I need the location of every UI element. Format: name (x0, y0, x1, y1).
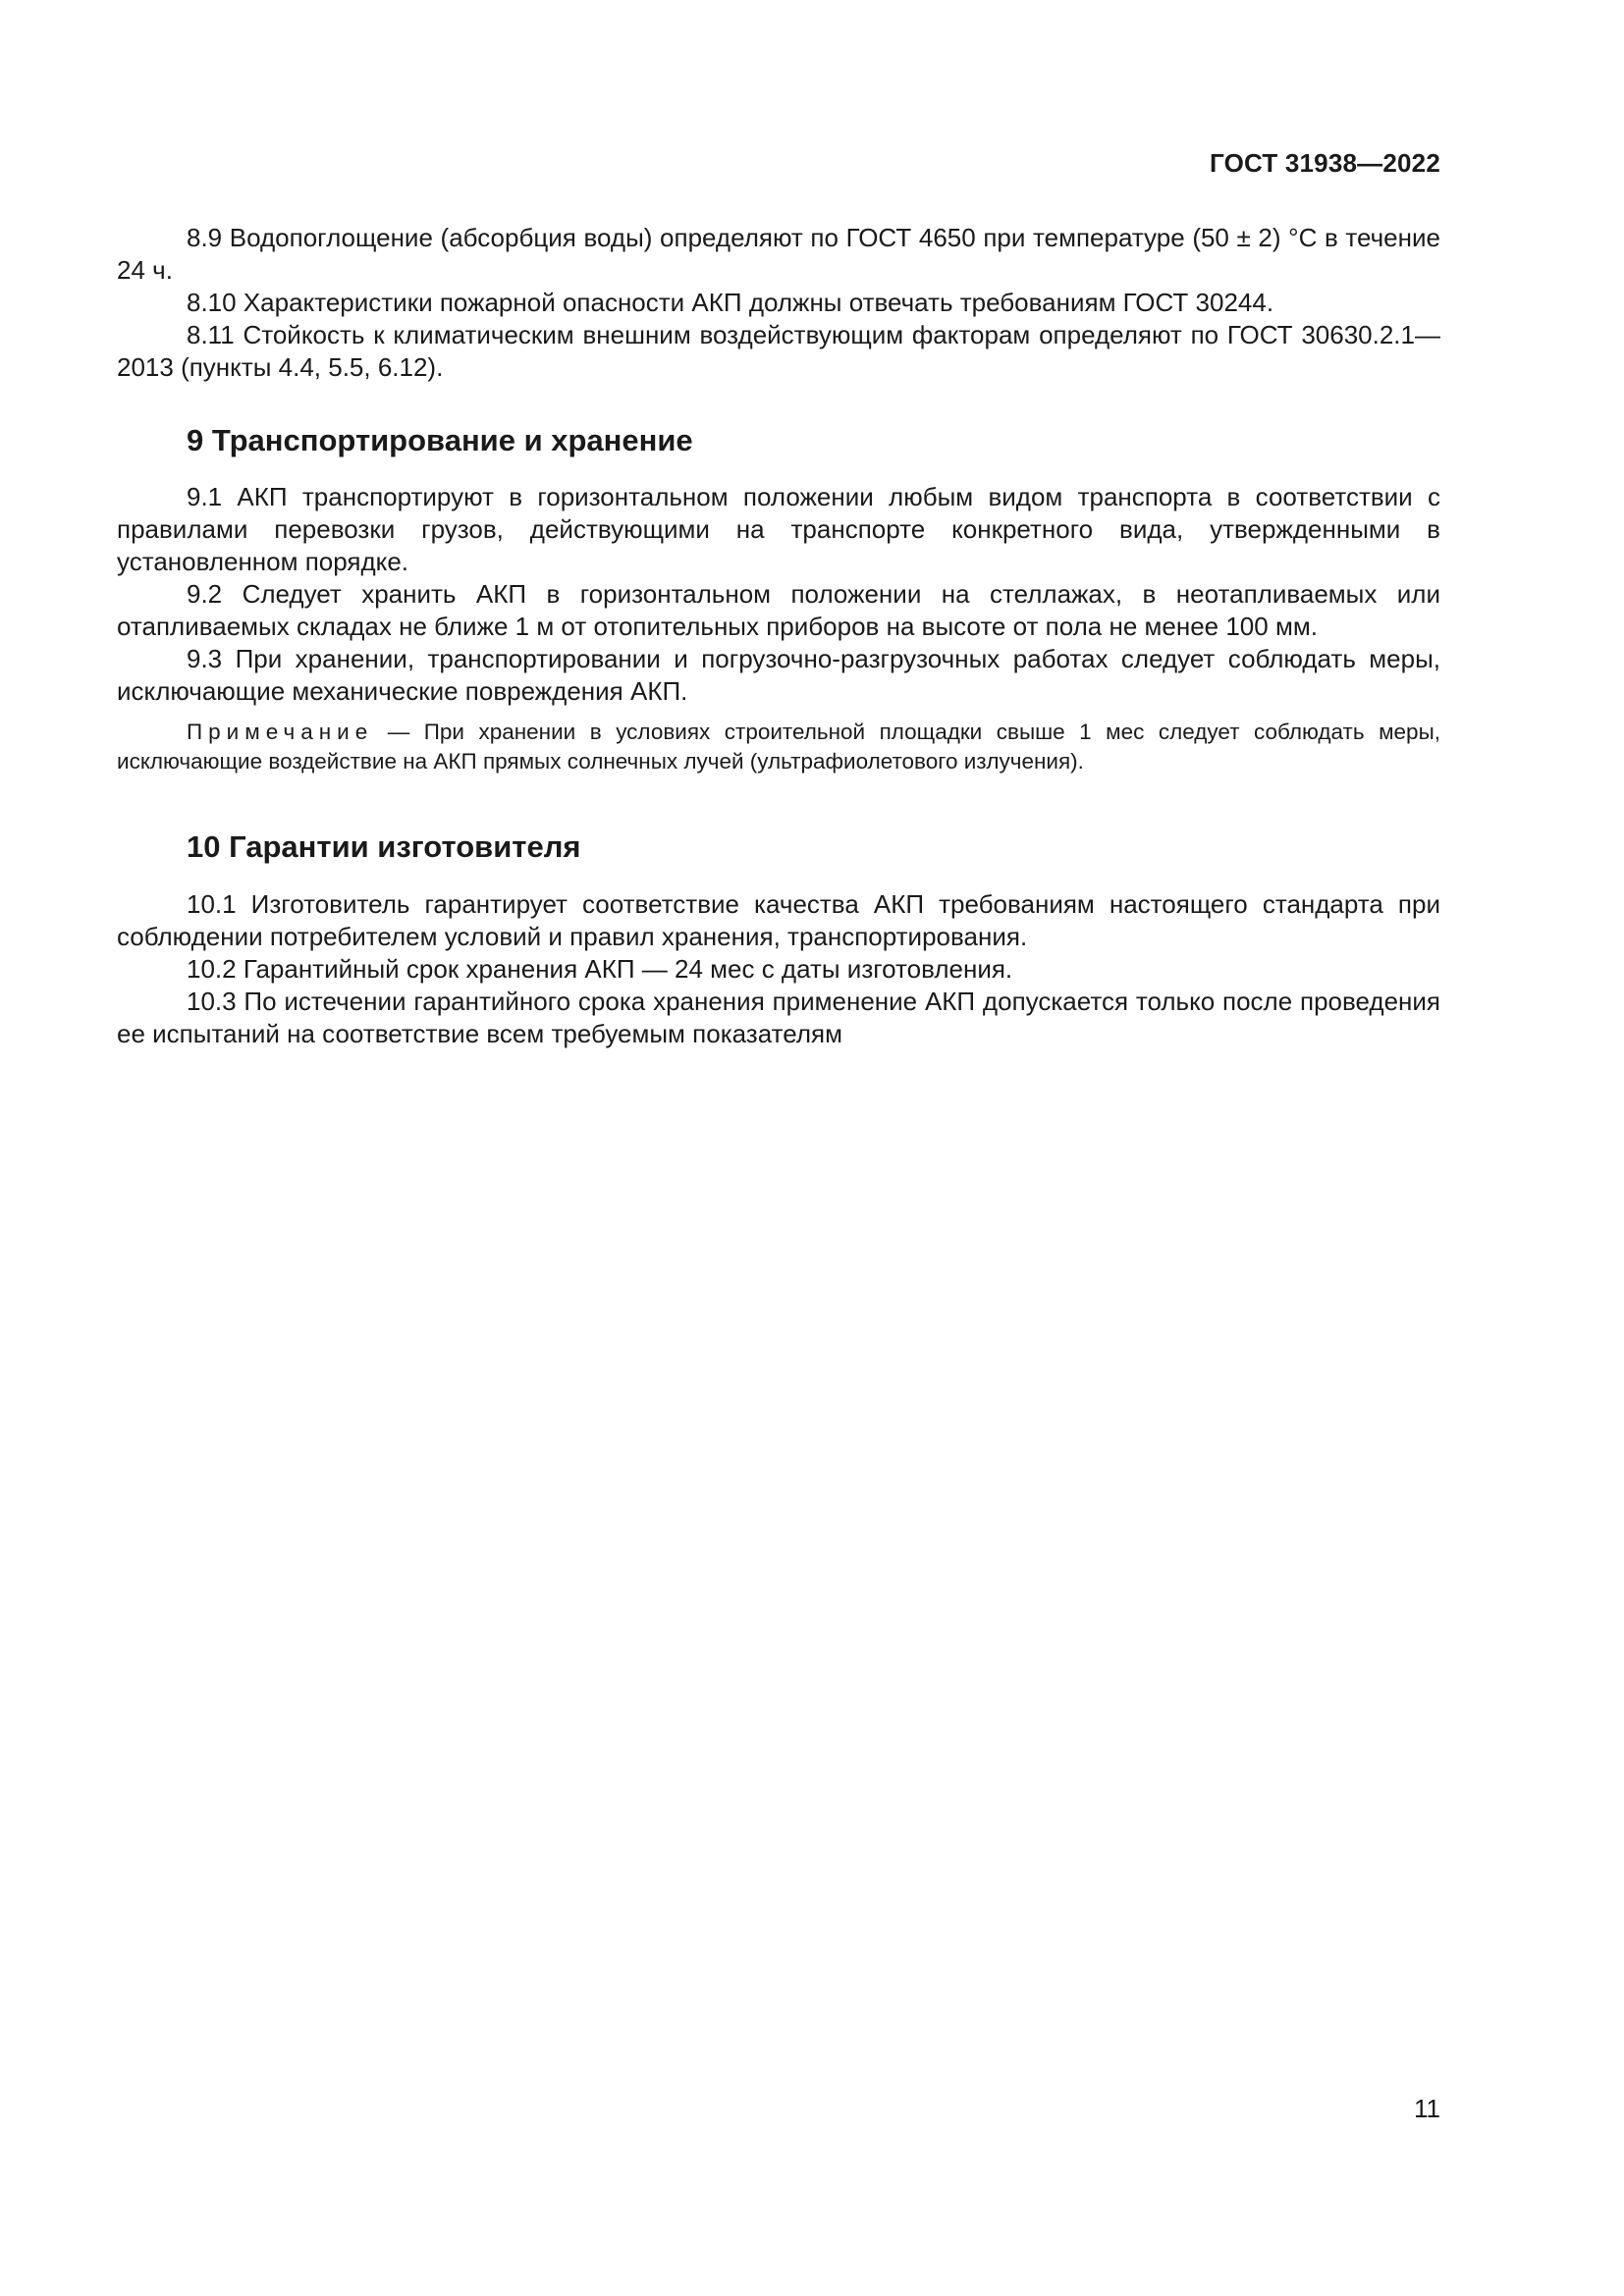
section-10-heading: 10 Гарантии изготовителя (187, 829, 581, 864)
page-number: 11 (1414, 2094, 1440, 2123)
paragraph-8-10: 8.10 Характеристики пожарной опасности АКП должны отвечать требованиям ГОСТ 30244. (187, 288, 1274, 317)
paragraph-8-9: 8.9 Водопоглощение (абсорбция воды) определяют по ГОСТ 4650 при температуре (50 ± 2) °С в течение 24 ч. (117, 223, 1440, 285)
document-code-header: ГОСТ 31938—2022 (1210, 148, 1440, 178)
paragraph-9-2: 9.2 Следует хранить АКП в горизонтальном положении на стеллажах, в неотапливаемых или отапливаемых складах не ближе 1 м от отопительных приборов на высоте от пола не менее 100 мм. (117, 579, 1440, 641)
paragraph-10-1: 10.1 Изготовитель гарантирует соответствие качества АКП требованиям настоящего стандарта при соблюдении потребителем условий и правил хранения, транспортирования. (117, 889, 1440, 951)
paragraph-8-11: 8.11 Стойкость к климатическим внешним воздействующим факторам определяют по ГОСТ 30630.2.1—2013 (пункты 4.4, 5.5, 6.12). (117, 320, 1440, 382)
note-paragraph (117, 718, 1440, 776)
note-text: — При хранении в условиях строительной площадки свыше 1 мес следует соблюдать меры, исключающие воздействие на АКП прямых солнечных лучей (ультрафиолетового излучения). (117, 720, 1440, 774)
section-9-heading: 9 Транспортирование и хранение (187, 423, 693, 457)
paragraph-9-3: 9.3 При хранении, транспортировании и погрузочно-разгрузочных работах следует соблюдать меры, исключающие механические повреждения АКП. (117, 644, 1440, 706)
paragraph-10-3: 10.3 По истечении гарантийного срока хранения применение АКП допускается только после проведения ее испытаний на соответствие всем требуемым показателям (117, 987, 1440, 1048)
paragraph-9-1: 9.1 АКП транспортируют в горизонтальном положении любым видом транспорта в соответствии с правилами перевозки грузов, действующими на транспорте конкретного вида, утвержденными в установленном порядке. (117, 482, 1440, 576)
paragraph-10-2: 10.2 Гарантийный срок хранения АКП — 24 мес с даты изготовления. (187, 954, 1013, 984)
page-content (117, 222, 1440, 1050)
note-label: Примечание (187, 720, 374, 744)
